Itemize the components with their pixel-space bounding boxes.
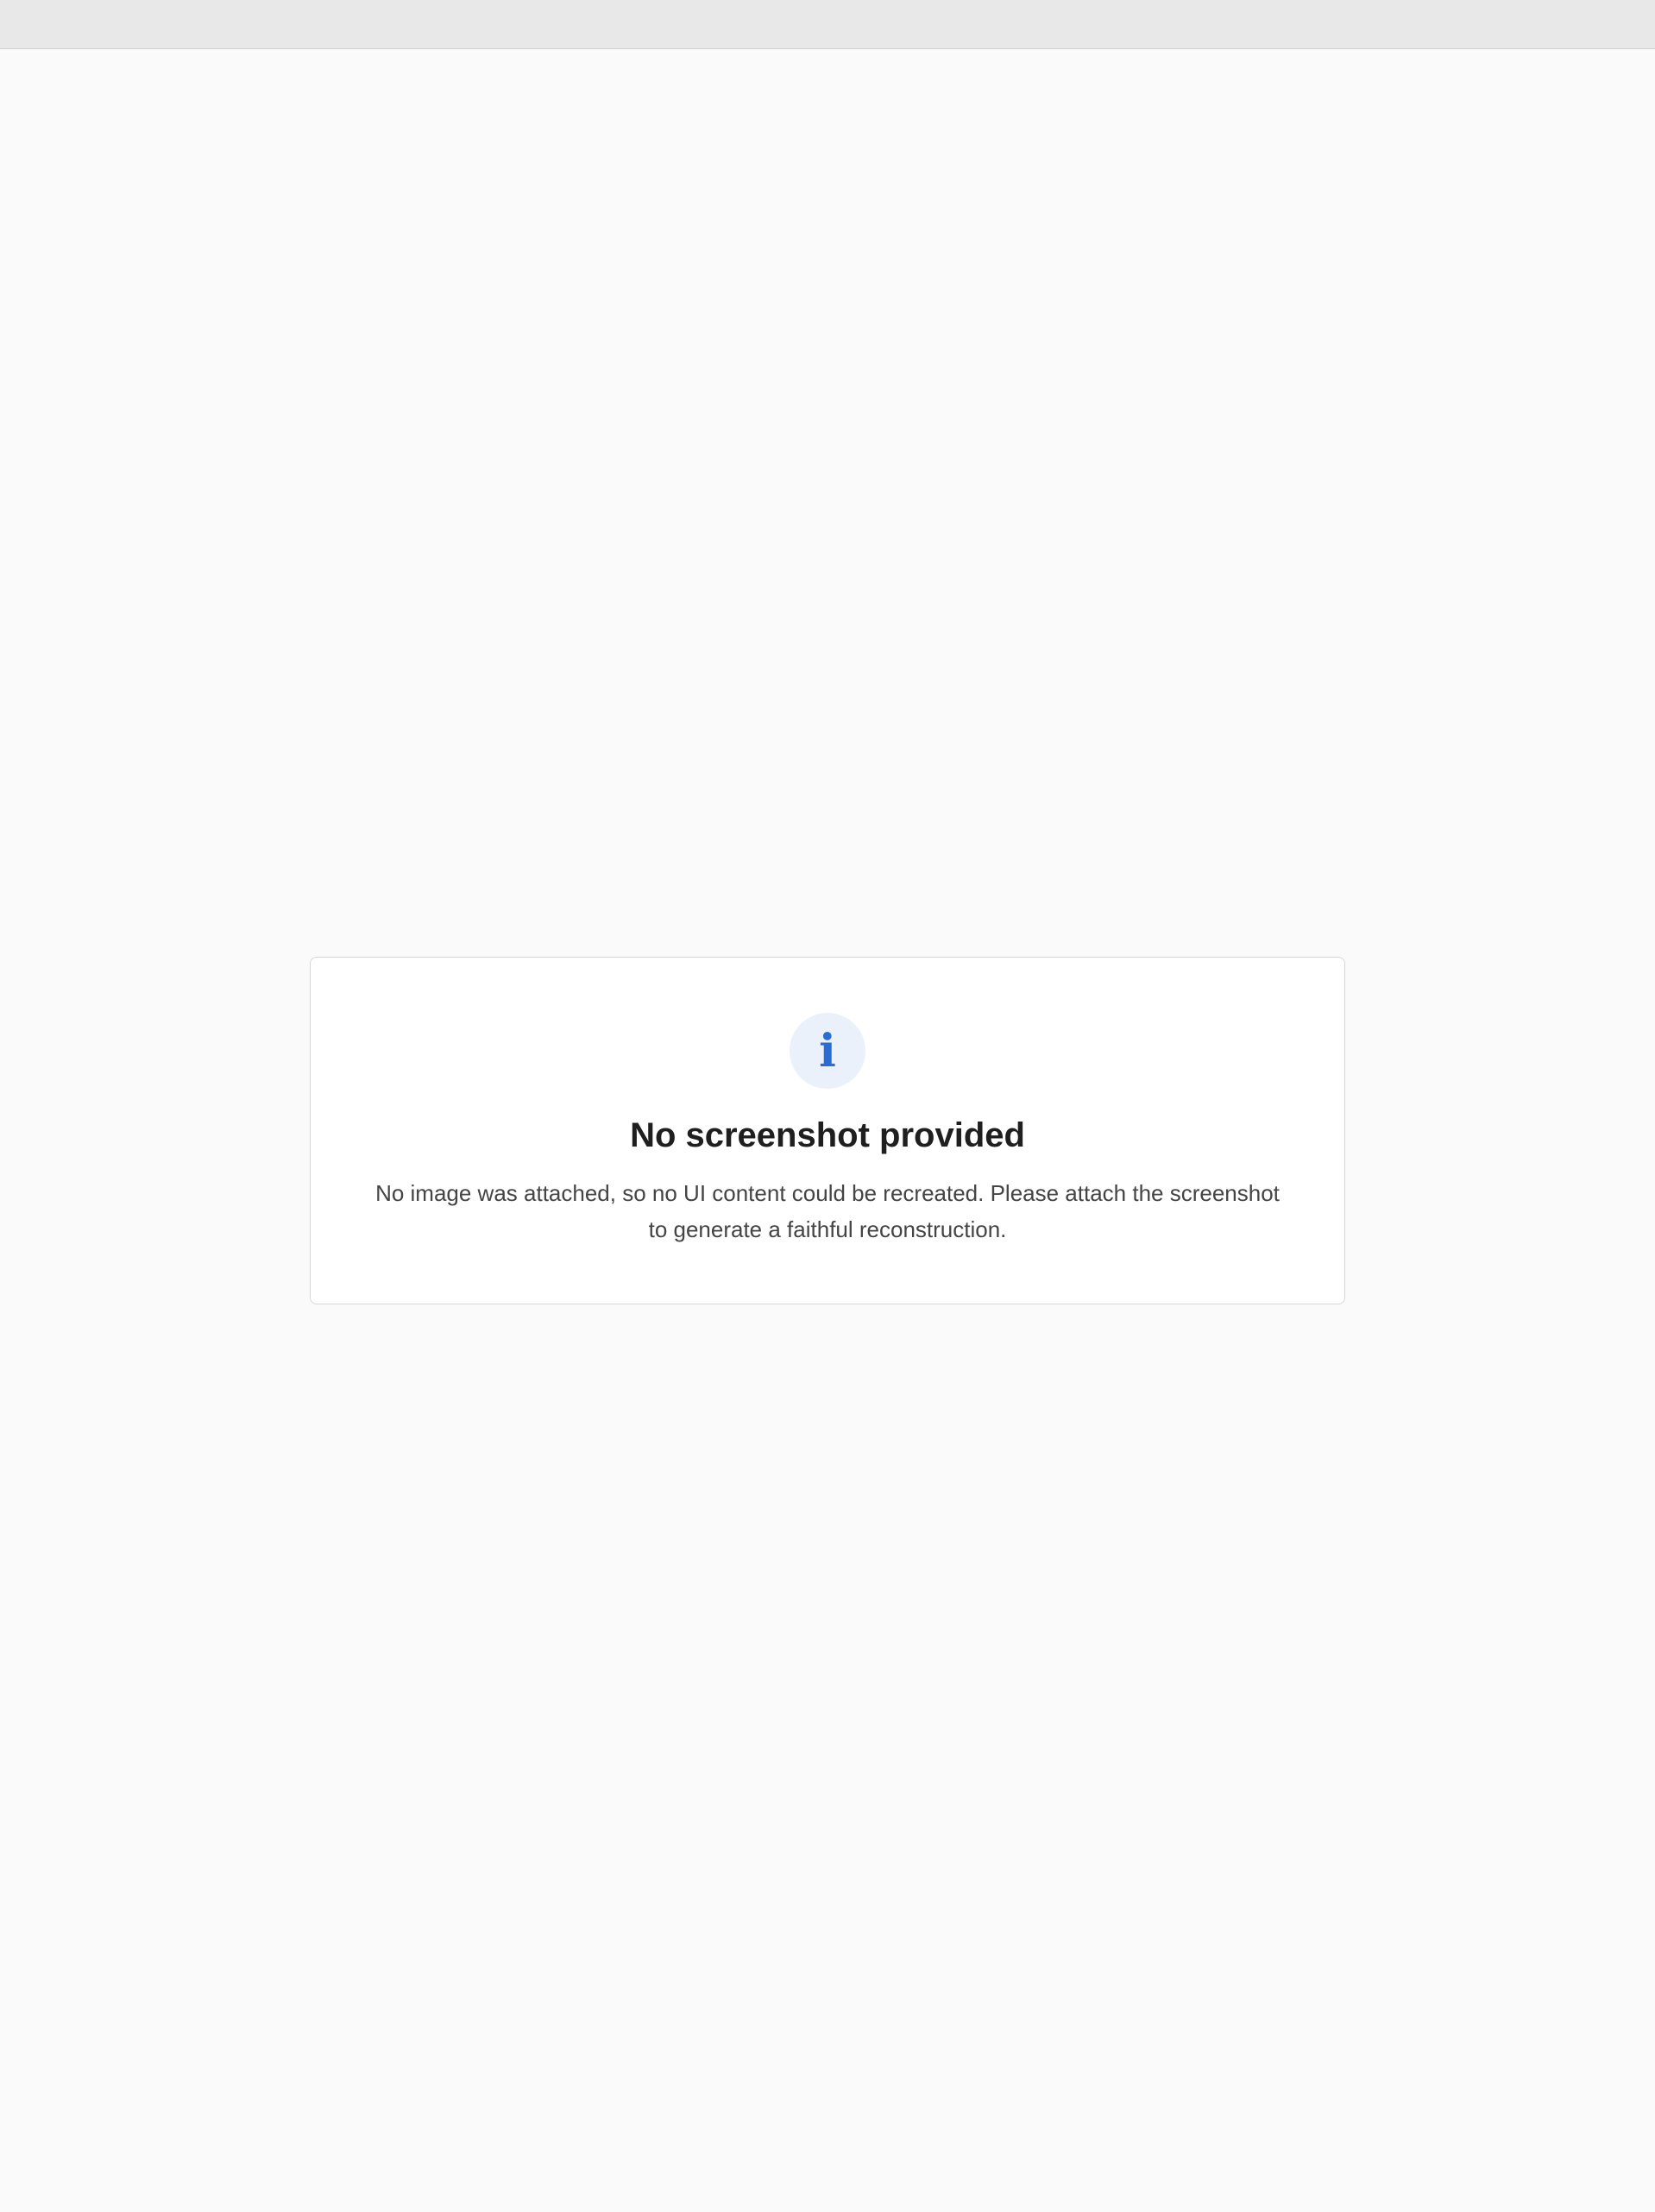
info-icon: i (790, 1013, 865, 1089)
notice-panel (310, 957, 1345, 1304)
notice-heading: No screenshot provided (630, 1116, 1025, 1155)
title-bar (0, 0, 1655, 49)
notice-body: No image was attached, so no UI content could be recreated. Please attach the screenshot to generate a faithful reconstruction. (375, 1180, 1280, 1242)
main-content (0, 49, 1655, 2212)
